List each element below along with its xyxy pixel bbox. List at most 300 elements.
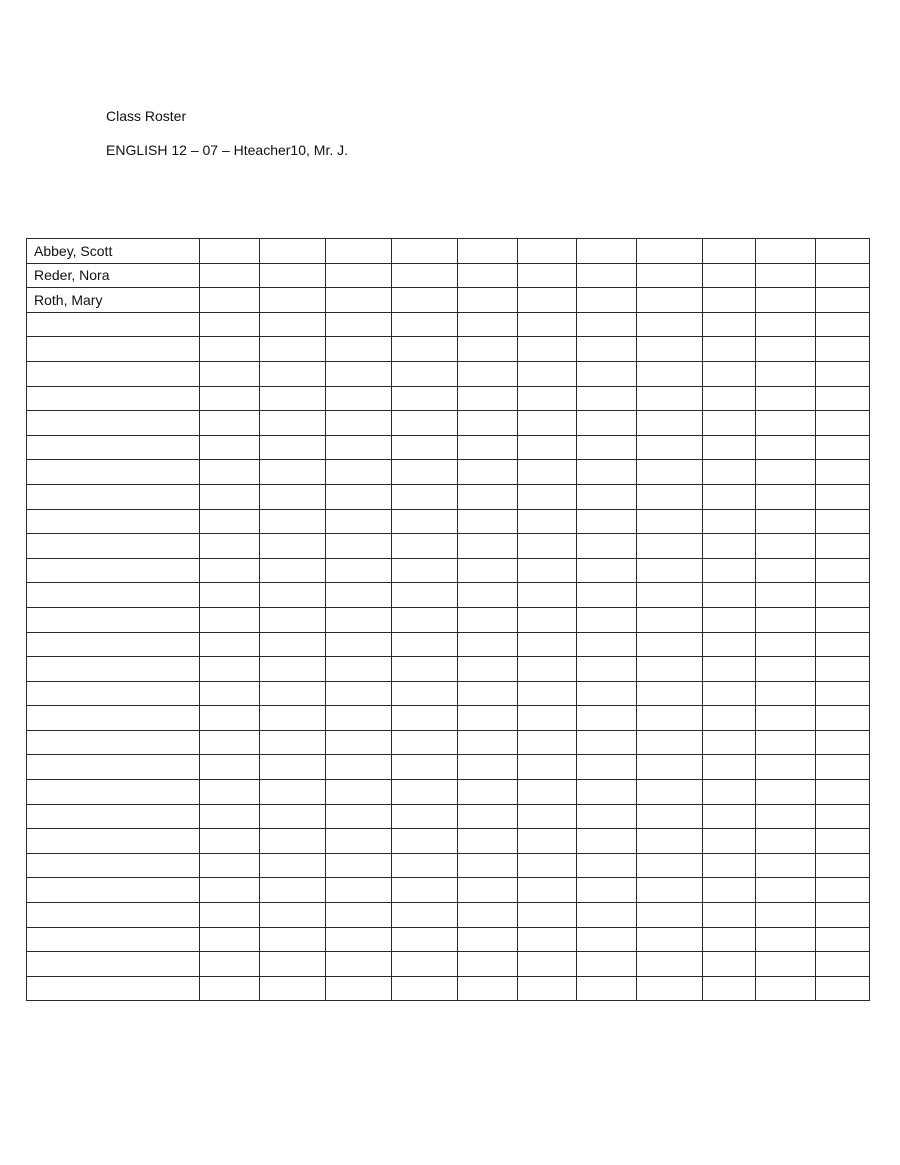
mark-cell[interactable]: [458, 853, 518, 878]
mark-cell[interactable]: [756, 288, 816, 313]
mark-cell[interactable]: [392, 583, 458, 608]
mark-cell[interactable]: [703, 632, 756, 657]
mark-cell[interactable]: [518, 706, 577, 731]
mark-cell[interactable]: [637, 583, 703, 608]
mark-cell[interactable]: [458, 804, 518, 829]
mark-cell[interactable]: [816, 903, 870, 928]
mark-cell[interactable]: [756, 804, 816, 829]
mark-cell[interactable]: [756, 829, 816, 854]
mark-cell[interactable]: [260, 607, 326, 632]
mark-cell[interactable]: [392, 337, 458, 362]
mark-cell[interactable]: [816, 411, 870, 436]
mark-cell[interactable]: [260, 976, 326, 1001]
mark-cell[interactable]: [200, 509, 260, 534]
mark-cell[interactable]: [260, 681, 326, 706]
mark-cell[interactable]: [518, 780, 577, 805]
mark-cell[interactable]: [392, 509, 458, 534]
mark-cell[interactable]: [703, 484, 756, 509]
mark-cell[interactable]: [392, 411, 458, 436]
student-name-cell[interactable]: [27, 607, 200, 632]
mark-cell[interactable]: [756, 903, 816, 928]
mark-cell[interactable]: [816, 484, 870, 509]
mark-cell[interactable]: [518, 534, 577, 559]
mark-cell[interactable]: [816, 460, 870, 485]
mark-cell[interactable]: [756, 583, 816, 608]
mark-cell[interactable]: [392, 312, 458, 337]
mark-cell[interactable]: [703, 435, 756, 460]
mark-cell[interactable]: [200, 607, 260, 632]
mark-cell[interactable]: [326, 558, 392, 583]
mark-cell[interactable]: [577, 263, 637, 288]
mark-cell[interactable]: [326, 534, 392, 559]
mark-cell[interactable]: [816, 607, 870, 632]
mark-cell[interactable]: [458, 706, 518, 731]
mark-cell[interactable]: [756, 411, 816, 436]
mark-cell[interactable]: [392, 829, 458, 854]
mark-cell[interactable]: [637, 607, 703, 632]
mark-cell[interactable]: [756, 878, 816, 903]
mark-cell[interactable]: [577, 853, 637, 878]
mark-cell[interactable]: [637, 558, 703, 583]
mark-cell[interactable]: [577, 755, 637, 780]
mark-cell[interactable]: [326, 952, 392, 977]
mark-cell[interactable]: [816, 509, 870, 534]
mark-cell[interactable]: [756, 263, 816, 288]
mark-cell[interactable]: [326, 411, 392, 436]
mark-cell[interactable]: [703, 755, 756, 780]
student-name-cell[interactable]: [27, 632, 200, 657]
mark-cell[interactable]: [577, 288, 637, 313]
student-name-cell[interactable]: [27, 484, 200, 509]
mark-cell[interactable]: [756, 755, 816, 780]
mark-cell[interactable]: [200, 903, 260, 928]
mark-cell[interactable]: [326, 312, 392, 337]
mark-cell[interactable]: [703, 288, 756, 313]
student-name-cell[interactable]: [27, 976, 200, 1001]
student-name-cell[interactable]: [27, 534, 200, 559]
mark-cell[interactable]: [518, 288, 577, 313]
mark-cell[interactable]: [577, 411, 637, 436]
mark-cell[interactable]: [577, 509, 637, 534]
mark-cell[interactable]: [200, 239, 260, 264]
mark-cell[interactable]: [703, 583, 756, 608]
mark-cell[interactable]: [200, 755, 260, 780]
mark-cell[interactable]: [326, 484, 392, 509]
mark-cell[interactable]: [326, 583, 392, 608]
mark-cell[interactable]: [458, 484, 518, 509]
mark-cell[interactable]: [703, 509, 756, 534]
mark-cell[interactable]: [577, 632, 637, 657]
student-name-cell[interactable]: [27, 829, 200, 854]
mark-cell[interactable]: [392, 706, 458, 731]
mark-cell[interactable]: [326, 976, 392, 1001]
mark-cell[interactable]: [756, 484, 816, 509]
mark-cell[interactable]: [392, 878, 458, 903]
mark-cell[interactable]: [260, 288, 326, 313]
mark-cell[interactable]: [200, 681, 260, 706]
mark-cell[interactable]: [518, 927, 577, 952]
mark-cell[interactable]: [200, 952, 260, 977]
mark-cell[interactable]: [326, 730, 392, 755]
mark-cell[interactable]: [518, 607, 577, 632]
mark-cell[interactable]: [518, 730, 577, 755]
mark-cell[interactable]: [703, 853, 756, 878]
mark-cell[interactable]: [703, 607, 756, 632]
student-name-cell[interactable]: [27, 583, 200, 608]
mark-cell[interactable]: [637, 288, 703, 313]
mark-cell[interactable]: [326, 657, 392, 682]
mark-cell[interactable]: [637, 952, 703, 977]
mark-cell[interactable]: [518, 952, 577, 977]
mark-cell[interactable]: [200, 411, 260, 436]
mark-cell[interactable]: [458, 263, 518, 288]
mark-cell[interactable]: [392, 435, 458, 460]
mark-cell[interactable]: [260, 903, 326, 928]
mark-cell[interactable]: [637, 263, 703, 288]
mark-cell[interactable]: [260, 263, 326, 288]
mark-cell[interactable]: [577, 435, 637, 460]
mark-cell[interactable]: [200, 853, 260, 878]
student-name-cell[interactable]: [27, 361, 200, 386]
mark-cell[interactable]: [392, 804, 458, 829]
student-name-cell[interactable]: [27, 706, 200, 731]
mark-cell[interactable]: [260, 632, 326, 657]
mark-cell[interactable]: [518, 239, 577, 264]
mark-cell[interactable]: [756, 681, 816, 706]
mark-cell[interactable]: [637, 681, 703, 706]
mark-cell[interactable]: [816, 706, 870, 731]
mark-cell[interactable]: [458, 878, 518, 903]
mark-cell[interactable]: [392, 558, 458, 583]
student-name-cell[interactable]: [27, 386, 200, 411]
mark-cell[interactable]: [326, 681, 392, 706]
mark-cell[interactable]: [577, 903, 637, 928]
mark-cell[interactable]: [392, 976, 458, 1001]
mark-cell[interactable]: [703, 706, 756, 731]
student-name-cell[interactable]: [27, 952, 200, 977]
mark-cell[interactable]: [458, 361, 518, 386]
mark-cell[interactable]: [518, 361, 577, 386]
mark-cell[interactable]: [200, 460, 260, 485]
mark-cell[interactable]: [816, 829, 870, 854]
mark-cell[interactable]: [260, 583, 326, 608]
mark-cell[interactable]: [577, 312, 637, 337]
mark-cell[interactable]: [703, 361, 756, 386]
mark-cell[interactable]: [518, 903, 577, 928]
mark-cell[interactable]: [816, 804, 870, 829]
mark-cell[interactable]: [458, 976, 518, 1001]
mark-cell[interactable]: [458, 312, 518, 337]
mark-cell[interactable]: [637, 755, 703, 780]
mark-cell[interactable]: [756, 558, 816, 583]
mark-cell[interactable]: [577, 829, 637, 854]
mark-cell[interactable]: [392, 361, 458, 386]
mark-cell[interactable]: [518, 484, 577, 509]
mark-cell[interactable]: [703, 903, 756, 928]
mark-cell[interactable]: [392, 607, 458, 632]
student-name-cell[interactable]: Roth, Mary: [27, 288, 200, 313]
mark-cell[interactable]: [816, 386, 870, 411]
mark-cell[interactable]: [458, 386, 518, 411]
mark-cell[interactable]: [703, 657, 756, 682]
student-name-cell[interactable]: [27, 337, 200, 362]
mark-cell[interactable]: [260, 509, 326, 534]
mark-cell[interactable]: [392, 853, 458, 878]
mark-cell[interactable]: [260, 706, 326, 731]
mark-cell[interactable]: [326, 337, 392, 362]
mark-cell[interactable]: [637, 484, 703, 509]
mark-cell[interactable]: [577, 484, 637, 509]
mark-cell[interactable]: [518, 878, 577, 903]
mark-cell[interactable]: [577, 927, 637, 952]
mark-cell[interactable]: [637, 804, 703, 829]
mark-cell[interactable]: [458, 730, 518, 755]
mark-cell[interactable]: [637, 411, 703, 436]
mark-cell[interactable]: [577, 460, 637, 485]
mark-cell[interactable]: [577, 681, 637, 706]
mark-cell[interactable]: [200, 337, 260, 362]
mark-cell[interactable]: [392, 730, 458, 755]
mark-cell[interactable]: [260, 361, 326, 386]
mark-cell[interactable]: [637, 435, 703, 460]
mark-cell[interactable]: [637, 927, 703, 952]
mark-cell[interactable]: [200, 386, 260, 411]
mark-cell[interactable]: [577, 337, 637, 362]
mark-cell[interactable]: [703, 829, 756, 854]
mark-cell[interactable]: [392, 386, 458, 411]
mark-cell[interactable]: [816, 755, 870, 780]
mark-cell[interactable]: [200, 976, 260, 1001]
mark-cell[interactable]: [756, 607, 816, 632]
mark-cell[interactable]: [326, 263, 392, 288]
mark-cell[interactable]: [392, 681, 458, 706]
student-name-cell[interactable]: [27, 780, 200, 805]
mark-cell[interactable]: [577, 730, 637, 755]
mark-cell[interactable]: [260, 878, 326, 903]
mark-cell[interactable]: [260, 730, 326, 755]
mark-cell[interactable]: [637, 460, 703, 485]
mark-cell[interactable]: [637, 337, 703, 362]
mark-cell[interactable]: [816, 853, 870, 878]
mark-cell[interactable]: [637, 361, 703, 386]
mark-cell[interactable]: [577, 657, 637, 682]
mark-cell[interactable]: [326, 706, 392, 731]
mark-cell[interactable]: [260, 312, 326, 337]
mark-cell[interactable]: [392, 632, 458, 657]
mark-cell[interactable]: [392, 239, 458, 264]
mark-cell[interactable]: [326, 878, 392, 903]
mark-cell[interactable]: [392, 657, 458, 682]
mark-cell[interactable]: [816, 239, 870, 264]
mark-cell[interactable]: [200, 878, 260, 903]
mark-cell[interactable]: [392, 903, 458, 928]
mark-cell[interactable]: [326, 632, 392, 657]
mark-cell[interactable]: [816, 681, 870, 706]
mark-cell[interactable]: [326, 386, 392, 411]
mark-cell[interactable]: [816, 337, 870, 362]
mark-cell[interactable]: [260, 853, 326, 878]
mark-cell[interactable]: [518, 386, 577, 411]
mark-cell[interactable]: [816, 730, 870, 755]
mark-cell[interactable]: [756, 730, 816, 755]
mark-cell[interactable]: [326, 927, 392, 952]
student-name-cell[interactable]: Abbey, Scott: [27, 239, 200, 264]
mark-cell[interactable]: [756, 780, 816, 805]
mark-cell[interactable]: [200, 484, 260, 509]
mark-cell[interactable]: [703, 337, 756, 362]
mark-cell[interactable]: [577, 583, 637, 608]
mark-cell[interactable]: [637, 657, 703, 682]
mark-cell[interactable]: [260, 435, 326, 460]
mark-cell[interactable]: [756, 706, 816, 731]
mark-cell[interactable]: [392, 952, 458, 977]
mark-cell[interactable]: [756, 657, 816, 682]
mark-cell[interactable]: [326, 288, 392, 313]
mark-cell[interactable]: [458, 657, 518, 682]
mark-cell[interactable]: [200, 780, 260, 805]
mark-cell[interactable]: [326, 804, 392, 829]
mark-cell[interactable]: [458, 681, 518, 706]
mark-cell[interactable]: [326, 435, 392, 460]
mark-cell[interactable]: [703, 411, 756, 436]
mark-cell[interactable]: [392, 927, 458, 952]
mark-cell[interactable]: [518, 755, 577, 780]
student-name-cell[interactable]: [27, 558, 200, 583]
mark-cell[interactable]: [518, 312, 577, 337]
mark-cell[interactable]: [816, 361, 870, 386]
mark-cell[interactable]: [756, 361, 816, 386]
mark-cell[interactable]: [260, 239, 326, 264]
mark-cell[interactable]: [577, 534, 637, 559]
mark-cell[interactable]: [458, 288, 518, 313]
mark-cell[interactable]: [703, 780, 756, 805]
mark-cell[interactable]: [703, 263, 756, 288]
mark-cell[interactable]: [637, 312, 703, 337]
mark-cell[interactable]: [326, 239, 392, 264]
mark-cell[interactable]: [260, 780, 326, 805]
mark-cell[interactable]: [518, 263, 577, 288]
mark-cell[interactable]: [816, 632, 870, 657]
student-name-cell[interactable]: [27, 730, 200, 755]
mark-cell[interactable]: [458, 435, 518, 460]
mark-cell[interactable]: [200, 804, 260, 829]
mark-cell[interactable]: [326, 607, 392, 632]
mark-cell[interactable]: [756, 853, 816, 878]
student-name-cell[interactable]: [27, 657, 200, 682]
mark-cell[interactable]: [326, 361, 392, 386]
mark-cell[interactable]: [260, 484, 326, 509]
mark-cell[interactable]: [518, 411, 577, 436]
mark-cell[interactable]: [703, 952, 756, 977]
mark-cell[interactable]: [577, 558, 637, 583]
mark-cell[interactable]: [816, 435, 870, 460]
mark-cell[interactable]: [458, 460, 518, 485]
mark-cell[interactable]: [816, 878, 870, 903]
mark-cell[interactable]: [200, 263, 260, 288]
mark-cell[interactable]: [326, 509, 392, 534]
mark-cell[interactable]: [458, 411, 518, 436]
mark-cell[interactable]: [756, 976, 816, 1001]
mark-cell[interactable]: [637, 386, 703, 411]
mark-cell[interactable]: [458, 583, 518, 608]
mark-cell[interactable]: [577, 976, 637, 1001]
mark-cell[interactable]: [458, 632, 518, 657]
mark-cell[interactable]: [577, 804, 637, 829]
mark-cell[interactable]: [577, 780, 637, 805]
mark-cell[interactable]: [260, 829, 326, 854]
mark-cell[interactable]: [816, 558, 870, 583]
mark-cell[interactable]: [703, 239, 756, 264]
mark-cell[interactable]: [260, 411, 326, 436]
student-name-cell[interactable]: [27, 411, 200, 436]
mark-cell[interactable]: [816, 780, 870, 805]
mark-cell[interactable]: [326, 755, 392, 780]
mark-cell[interactable]: [392, 780, 458, 805]
mark-cell[interactable]: [260, 952, 326, 977]
mark-cell[interactable]: [577, 706, 637, 731]
mark-cell[interactable]: [637, 853, 703, 878]
mark-cell[interactable]: [200, 435, 260, 460]
mark-cell[interactable]: [637, 829, 703, 854]
student-name-cell[interactable]: [27, 927, 200, 952]
mark-cell[interactable]: [637, 509, 703, 534]
mark-cell[interactable]: [703, 927, 756, 952]
mark-cell[interactable]: [392, 288, 458, 313]
mark-cell[interactable]: [518, 657, 577, 682]
mark-cell[interactable]: [703, 460, 756, 485]
mark-cell[interactable]: [260, 337, 326, 362]
mark-cell[interactable]: [518, 337, 577, 362]
student-name-cell[interactable]: [27, 804, 200, 829]
mark-cell[interactable]: [260, 927, 326, 952]
student-name-cell[interactable]: [27, 903, 200, 928]
student-name-cell[interactable]: [27, 312, 200, 337]
mark-cell[interactable]: [200, 361, 260, 386]
mark-cell[interactable]: [326, 903, 392, 928]
mark-cell[interactable]: [703, 386, 756, 411]
mark-cell[interactable]: [200, 288, 260, 313]
student-name-cell[interactable]: [27, 853, 200, 878]
mark-cell[interactable]: [458, 829, 518, 854]
mark-cell[interactable]: [326, 780, 392, 805]
mark-cell[interactable]: [577, 878, 637, 903]
mark-cell[interactable]: [637, 239, 703, 264]
student-name-cell[interactable]: [27, 755, 200, 780]
mark-cell[interactable]: [518, 632, 577, 657]
student-name-cell[interactable]: Reder, Nora: [27, 263, 200, 288]
mark-cell[interactable]: [577, 952, 637, 977]
mark-cell[interactable]: [703, 558, 756, 583]
mark-cell[interactable]: [756, 927, 816, 952]
mark-cell[interactable]: [703, 878, 756, 903]
mark-cell[interactable]: [756, 534, 816, 559]
mark-cell[interactable]: [518, 509, 577, 534]
mark-cell[interactable]: [577, 386, 637, 411]
mark-cell[interactable]: [326, 853, 392, 878]
mark-cell[interactable]: [200, 632, 260, 657]
mark-cell[interactable]: [200, 730, 260, 755]
mark-cell[interactable]: [756, 337, 816, 362]
mark-cell[interactable]: [326, 829, 392, 854]
mark-cell[interactable]: [458, 239, 518, 264]
mark-cell[interactable]: [637, 730, 703, 755]
mark-cell[interactable]: [458, 903, 518, 928]
student-name-cell[interactable]: [27, 681, 200, 706]
mark-cell[interactable]: [458, 509, 518, 534]
mark-cell[interactable]: [260, 657, 326, 682]
mark-cell[interactable]: [577, 361, 637, 386]
mark-cell[interactable]: [260, 755, 326, 780]
